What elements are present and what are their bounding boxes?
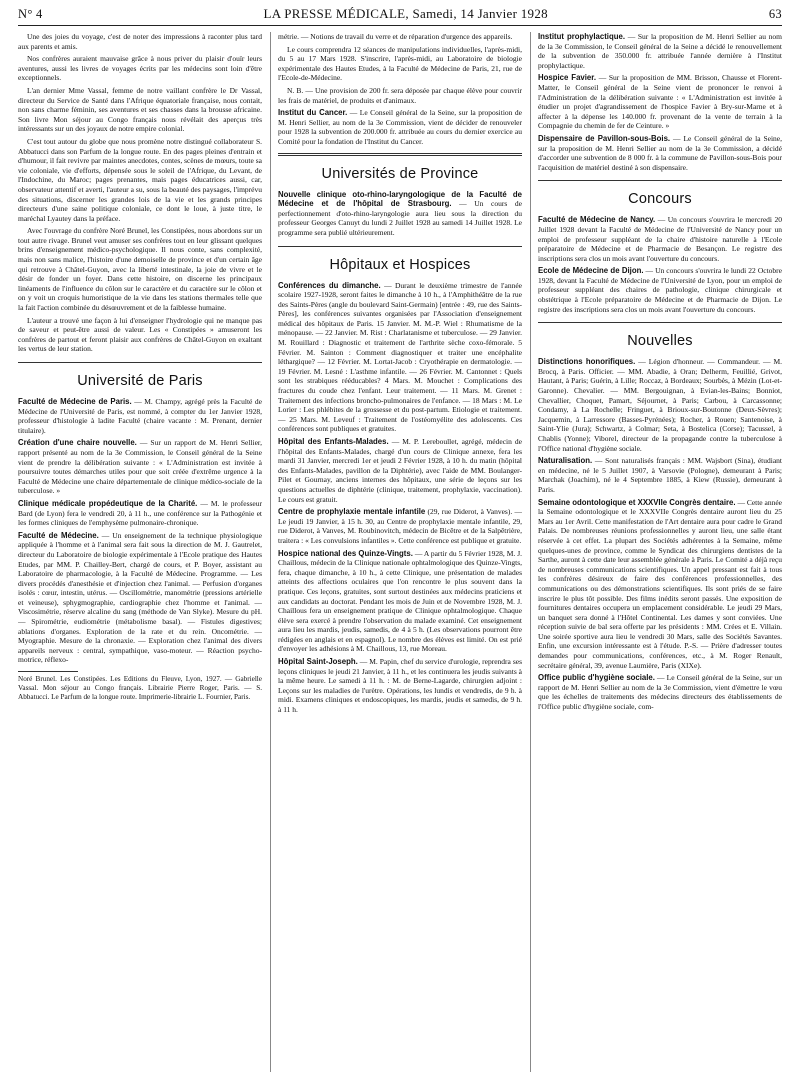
news-item [278,437,522,504]
section-divider [278,153,522,156]
item-lead: Faculté de Médecine de Paris. [18,397,132,406]
item-lead: Naturalisation. [538,456,593,466]
section-title-hopitaux: Hôpitaux et Hospices [329,256,471,273]
item-lead: Création d'une chaire nouvelle. [18,438,137,448]
column-2 [270,32,522,1072]
footnote-divider [18,671,78,672]
section-title-concours: Concours [628,191,692,208]
item-text: — M. le professeur Bard (de Lyon) fera le vendredi 20, à 11 h., une conférence sur la Pathogénie et les formes cliniques de l'emphysème pulmonaire-chronique. [18,498,262,528]
section-divider [18,362,262,363]
paragraph: L'auteur a trouvé une façon à lui d'enseigner l'hydrologie qui ne manque pas de saveur et peut-être aussi de valeur. Les « Constipées » amuseront les confrères de partout et feront plaisir aux confrères de Châtel-Guyon en exaltant les vertus de leur station. [18,315,262,354]
news-item [278,549,522,655]
news-item [538,215,782,263]
item-lead: Institut prophylactique. [538,32,626,41]
footnote: Noré Brunel. Les Constipées. Les Editions du Fleuve, Lyon, 1927. — Gabrielle Vassal. Mon séjour au Congo français. Librairie Pierre Roger, Paris. — S. Abbatucci. Le Parfum de la longue route. Imprimerie-librairie L. Fournier, Paris. [18,675,262,702]
item-text: — Sur la proposition de MM. Brisson, Chausse et Florent-Matter, le Conseil général de la Seine vient de prononcer le renvoi à l'Administration de la délibération suivante : « L'Administration est invitée à étudier un projet d'agrandissement de l'hospice Favier à Bry-sur-Marne et à affecter à la dépense les 140.000 fr. provenant de la vente de terrain à la Compagnie du chemin de fer de Ceinture. » [538,73,782,131]
item-text: — M. Champy, agrégé près la Faculté de Médecine de l'Université de Paris, est nommé, à compter du 1er Janvier 1928, professeur d'histologie à ladite Faculté (chaire vacante : M. Prenant, dernier titulaire). [18,397,262,435]
section-divider [538,180,782,181]
news-item [538,266,782,314]
item-text: — Cette année la Semaine odontologique et le XXXVIIe Congrès dentaire auront lieu du 25 Mars au 1er Avril. Cette manifestation de l'Art dentaire aura pour cadre le Grand Palais. De nombreuses réunions professionnelles y auront lieu, une salle étant réservée à cet effet. La plupart des Sociétés adhérentes à la Semaine, même quelques-unes de province, comme le Syndicat des chirurgiens dentistes de la Sarthe, auront à cette date leur assemblée générale à Paris. Le Comité a déjà reçu de nombreuses communications scientifiques. Un appel pressant est fait à tous les confrères désireux de faire des conférences professionnelles, des communications ou des démonstrations scientifiques. Ils sont priés de se faire inscrire le plus tôt possible. Des films inédits seront passés. Une exposition de fournitures dentaires occupera un emplacement considérable. Le jeudi 29 Mars, un banquet sera donné à l'Hôtel Continental. Les dames y sont conviées. Une réception suivie de bal sera offerte par les présidents : MM. Crées et E. Villain. Une soirée sportive aura lieu le vendredi 30 Mars, salle des Sociétés Savantes. Enfin, une excursion intéressante est à l'étude. P.-S. — Prière d'adresser toutes demandes pour communications, conférences, etc., à M. Roger Renault, secrétaire général, 39, avenue Laumière, Paris (XIXe). [538,497,782,670]
columns [18,32,782,1072]
item-lead: Distinctions honorifiques. [538,357,636,367]
item-text: — Le Conseil général de la Seine, sur la proposition de M. Henri Sellier, au nom de la 3e Commission, vient de décider de renouveler pour 1928 la subvention de 200.000 fr. attribuée au cours du dernier exercice au Comité pour la fondation de l'Institut du Cancer. [278,108,522,146]
news-item [18,499,262,528]
item-text: — Sont naturalisés français : MM. Wajsbort (Sina), étudiant en médecine, né le 5 Juillet 1907, à Varsovie (Pologne), demeurant à Paris; Marchak (Joachim), né le 4 Septembre 1885, à Kiew (Russie), demeurant à Paris. [538,456,782,494]
item-lead: Nouvelle clinique oto-rhino-laryngologique de la Faculté de Médecine et de l'hôpital de Strasbourg. [278,189,522,209]
item-lead: Hôpital des Enfants-Malades. [278,437,389,446]
item-text: — Sur la proposition de M. Henri Sellier au nom de la 3e Commission, le Conseil général de la Seine a décidé le renouvellement de la subvention de 350.000 fr. attribuée l'année dernière à l'Institut prophylactique. [538,32,782,70]
paragraph: Avec l'ouvrage du confrère Noré Brunel, les Constipées, nous abordons sur un tout autre rivage. Brunel veut amuser ses confrères tout en leur glissant quelques brins d'enseignement médico-psychologique. Il nous conte, sans complexité, mais non sans malice, l'histoire d'une demoiselle de province et d'un certain âge qui retrouve à Châtel-Guyon, avec la liberté intestinale, la joie de vivre et le désir de fonder un foyer. Dans cette histoire, on discerne les principaux linéaments de l'influence du côlon sur le caractère et du caractère sur le côlon et on y voit un croquis humoristique de la vie dans les stations thermales telle que la fait l'action combinée du désœuvrement et de la faiblesse humaine. [18,226,262,313]
news-item [278,281,522,435]
item-lead: Institut du Cancer. [278,108,348,118]
item-lead: Hospice Favier. [538,73,597,83]
item-lead: Hôpital Saint-Joseph. [278,657,358,667]
issue-number: N° 4 [18,7,43,21]
news-item [278,190,522,238]
column-3 [530,32,782,1072]
item-lead: Office public d'hygiène sociale. [538,673,655,683]
paragraph: C'est tout autour du globe que nous promène notre distingué collaborateur S. Abbatucci dans son Parfum de la longue route. En des pages pleines d'entrain et d'humour, il fait revivre par maintes anecdotes, contes, scènes de mœurs, toute sa vie coloniale, vie d'efforts, dépensée sous le soleil de l'Afrique, du Levant, de l'Indochine, du Maroc; pages prenantes, mais pages éducatrices aussi, car, observateur attentif et averti, l'auteur a su, sous la beauté des paysages, l'imprévu des situations, discerner les grandes lois de la vie et les grands principes directeurs d'une saine politique coloniale, ce dont le loue, à juste titre, le maréchal Lyautey dans la préface. [18,136,262,223]
item-lead: Ecole de Médecine de Dijon. [538,266,644,276]
item-text: — M. Papin, chef du service d'urologie, reprendra ses leçons cliniques le jeudi 21 Janvier, à 11 h., et les continuera les jeudis suivants à la même heure. Le samedi à 11 h. : M. de Berne-Lagarde, chirurgien adjoint : Leçons sur les maladies de l'urètre. Opérations, les lundis et vendredis, de 9 h. à midi. Examens cliniques et endoscopiques, les mardis, jeudis et samedis, de 9 h. à 11 h. [278,657,522,715]
news-item [18,531,262,665]
news-item [538,456,782,494]
news-item [538,498,782,671]
news-item [18,397,262,435]
section-title-nouvelles: Nouvelles [627,333,693,350]
news-item [18,438,262,496]
news-item [538,357,782,453]
section-divider [538,322,782,323]
news-item [278,108,522,146]
item-lead: Hospice national des Quinze-Vingts. [278,548,413,558]
page-number: 63 [768,7,782,21]
item-text: — Un concours s'ouvrira le mercredi 20 Juillet 1928 devant la Faculté de Médecine de l'Université de Nancy pour un emploi de professeur suppléant de la chaire d'histoire naturelle à l'Ecole préparatoire de Médecine et de Pharmacie de Besançon. Le registre des inscriptions sera clos un mois avant l'ouverture du concours. [538,215,782,263]
item-lead: Clinique médicale propédeutique de la Charité. [18,498,198,508]
news-item [538,73,782,131]
news-item [538,134,782,172]
column-1 [18,32,262,1072]
item-lead: Semaine odontologique et XXXVIIe Congrès dentaire. [538,497,736,507]
item-text: — Un concours s'ouvrira le lundi 22 Octobre 1928, devant la Faculté de Médecine de l'Université de Lyon, pour un emploi de professeur suppléant des chaires de pathologie, clinique chirurgicale et obstétrique à l'Ecole préparatoire de Médecine et de Pharmacie de Dijon. Le registre des inscriptions sera clos un mois avant l'ouverture du concours. [538,266,782,314]
news-item [538,673,782,711]
news-item [278,507,522,545]
item-lead: Centre de prophylaxie mentale infantile [278,507,426,517]
page-header [18,6,782,26]
item-text: — M. P. Lereboullet, agrégé, médecin de l'hôpital des Enfants-Malades, chargé d'un cours de Clinique annexe, fera les mardi 31 Janvier, mercredi 1er et jeudi 2 Février 1928, à 10 h. du matin (hôpital des Enfants-Malades, pavillon de la Diphtérie), avec l'aide de MM. Boulanger-Pilet et Gournay, anciens internes des hôpitaux, une série de leçons sur les questions actuelles de diphtérie (clinique, traitement, prophylaxie, vaccination). Le cours est gratuit. [278,437,522,504]
section-title-universite-paris: Université de Paris [77,373,203,389]
publication-title: LA PRESSE MÉDICALE, Samedi, 14 Janvier 1928 [263,6,548,21]
item-text: — A partir du 5 Février 1928, M. J. Chaillous, médecin de la Clinique nationale ophtalmologique des Quinze-Vingts, fera, chaque dimanche, à 10 h., à cette Clinique, une présentation de malades atteints des affections oculaires que l'on rencontre le plus souvent dans la pratique. Ces leçons, gratuites, sont surtout destinées aux médecins praticiens et aux candidats au doctorat. Pendant les mois de Juin et de Novembre 1928, M. J. Chaillous fera un enseignement pratique de Clinique ophtalmologique. Chaque élève sera exercé à prendre l'observation du malade examiné. Cet enseignement aura lieu les mardis, jeudis, samedis, de 4 à 5 h. (Les observations pourront être rédigées en anglais et en espagnol). Le nombre des élèves est limité. On est prié d'envoyer les adhésions à M. Chaillous, 13, rue Moreau. [278,548,522,654]
paragraph: L'an dernier Mme Vassal, femme de notre vaillant confrère le Dr Vassal, directeur du Service de Santé dans l'Afrique équatoriale française, nous contait, non sans charme féminin, ses aventures et ses chasses dans la brousse africaine. Son livre Mon séjour au Congo français nous révélait des aperçus très intéressants sur un des joyaux de notre empire colonial. [18,85,262,134]
item-text: — Un cours de perfectionnement d'oto-rhino-laryngologie aura lieu sous la direction du professeur Georges Canuyt du lundi 2 Juillet 1928 au samedi 14 Juillet 1928. Le programme sera publié ultérieurement. [278,199,522,237]
paragraph: Une des joies du voyage, c'est de noter des impressions à raconter plus tard aux parents et amis. [18,32,262,51]
item-text: — Le Conseil général de la Seine, sur un rapport de M. Henri Sellier au nom de la 3e Commission, vient d'émettre le vœu que les échelles de traitements des médecins directeurs des établissements de l'Office public d'hygiène sociale, com- [538,673,782,712]
item-lead: Conférences du dimanche. [278,280,381,290]
item-text: — Un enseignement de la technique physiologique appliquée à l'homme et à l'animal sera fait sous la direction de M. J. Gautrelet, directeur du Laboratoire de biologie expérimentale à l'Ecole pratique des Hautes Etudes, par MM. P. Chailley-Bert, chargé de cours, et P. Boyer, assistant au Laboratoire de pharmacologie, à la Faculté de Médecine. Programme. — Les divers procédés d'anesthésie et d'injection chez l'animal. — Perfusion d'organes isolés : cœur, intestin, utérus. — Oscillométrie, manométrie (pressions artérielle et veineuse), sphygmographie, cardiographie chez l'homme et l'animal. — Viscosimétrie, réserve alcaline du sang (méthode de Van Slyke). Mesure du pH. — Spirométrie, eudiométrie (métabolisme basal). — Fistules digestives; ablations d'organes. Exploration de la rate et du rein. Oncométrie. — Myographie. Mesure de la chronaxie. — Exploration chez l'animal des divers appareils nerveux : central, sympathique, vaso-moteur. — Réaction psycho-motrice, réflexo- [18,530,262,665]
item-text: — Légion d'honneur. — Commandeur. — M. Brocq, à Paris. Officier. — MM. Abadie, à Oran; Delherm, Feuillié, Grivot, Hautant, à Paris; Guérin, à Lille; Roccaz, à Bordeaux; Sourbès, à Mézin (Lot-et-Garonne). Chevalier. — MM. Bergouignan, à Evian-les-Bains; Bonniot, Chevallier, Choquet, Pamart, Séjournet, à Paris; Carbou, à Carcassonne; Condamy, à La Rochelle; Fringuet, à Brioux-sur-Boutonne (Deux-Sèvres); Jacquemin, à Larressore (Basses-Pyrénées); Rocher, à Rouen; Santenoise, à Saint-Ylie (Jura); Schwartz, à Colmar; Seta, à Bostelica (Corse); Tacussel, à Chablis (Yonne); Viborel, directeur de la propagande contre la tuberculose à l'Office national d'hygiène sociale. [538,357,782,453]
item-lead: Dispensaire de Pavillon-sous-Bois. [538,133,671,143]
item-text: (29, rue Diderot, à Vanves). — Le jeudi 19 Janvier, à 15 h. 30, au Centre de prophylaxie mentale infantile, 29, rue Diderot, à Vanves, M. Roubinovitch, médecin de Bicêtre et de la Salpêtrière, traitera : « Les convulsions infantiles ». Cette conférence est publique et gratuite. [278,507,522,545]
item-text: — Sur un rapport de M. Henri Sellier, rapport présenté au nom de la 3e Commission, le Conseil général de la Seine vient de prendre la délibération suivante : « L'Administration est invitée à poursuivre toutes démarches utiles pour que soit créée d'extrême urgence à la Faculté de Médecine une chaire départementale de clinique médico-sociale de la tuberculose. » [18,438,262,496]
section-divider [278,246,522,247]
paragraph: Nos confrères auraient mauvaise grâce à nous priver du plaisir d'ouïr leurs aventures, aussi les livres de voyages écrits par les médecins sont loin d'être exceptionnels. [18,54,262,83]
news-item [538,32,782,70]
news-item [278,657,522,715]
paragraph: Le cours comprendra 12 séances de manipulations individuelles, l'après-midi, du 5 au 17 Mars 1928. S'inscrire, l'après-midi, au Laboratoire de biologie expérimentale des Hautes Etudes, à la Faculté de Médecine de Paris, 21, rue de l'Ecole-de-Médecine. [278,44,522,83]
item-lead: Faculté de Médecine. [18,530,99,540]
item-text: — Le Conseil général de la Seine, sur la proposition de M. Henri Sellier au nom de la 3e Commission, a décidé d'accorder une subvention de 8 000 fr. à la commune de Pavillon-sous-Bois pour l'acquisition de matériel destiné à son dispensaire. [538,133,782,172]
item-lead: Faculté de Médecine de Nancy. [538,215,656,225]
item-text: — Durant le deuxième trimestre de l'année scolaire 1927-1928, seront faites le dimanche à 10 h., à l'Amphithéâtre de la rue des Saints-Pères (angle du boulevard Saint-Germain) [entrée : 49, rue des Saints-Pères], les conférences suivantes organisées par l'Association d'enseignement médical des hôpitaux de Paris. 15 Janvier. M. M.-P. Wiel : Rhumatisme de la ménopause. — 22 Janvier. M. Rist : Charlatanisme et tuberculose. — 29 Janvier. M. Rouillard : Diagnostic et traitement de l'arthrite sèche coxo-fémorale. 5 Février. M. Sainton : Comment diagnostiquer et traiter une encéphalite léthargique? — 12 Février. M. Lortat-Jacob : Cryothérapie en dermatologie. — 19 Février. M. Lesné : L'asthme infantile. — 26 Février. M. Cantonnet : Quels sont les strabiques rééducables? 4 Mars. M. Mouchet : Complications des fractures du coude chez l'enfant. Leur traitement. — 11 Mars. M. Grenet : Traitement des infections broncho-pulmonaires de l'enfance. — 18 Mars : M. Le Lorier : Les phlébites de la grossesse et du post-partum. Etiologie et traitement. — 25 Mars. M. Leveuf : Traitement de l'ostéomyélite des adolescents. Ces conférences sont publiques et gratuites. [278,280,522,434]
paragraph: N. B. — Une provision de 200 fr. sera déposée par chaque élève pour couvrir les frais de matériel, de produits et d'animaux. [278,85,522,105]
paragraph: métrie. — Notions de travail du verre et de réparation d'urgence des appareils. [278,32,513,41]
section-title-universites-province: Universités de Province [321,165,479,182]
